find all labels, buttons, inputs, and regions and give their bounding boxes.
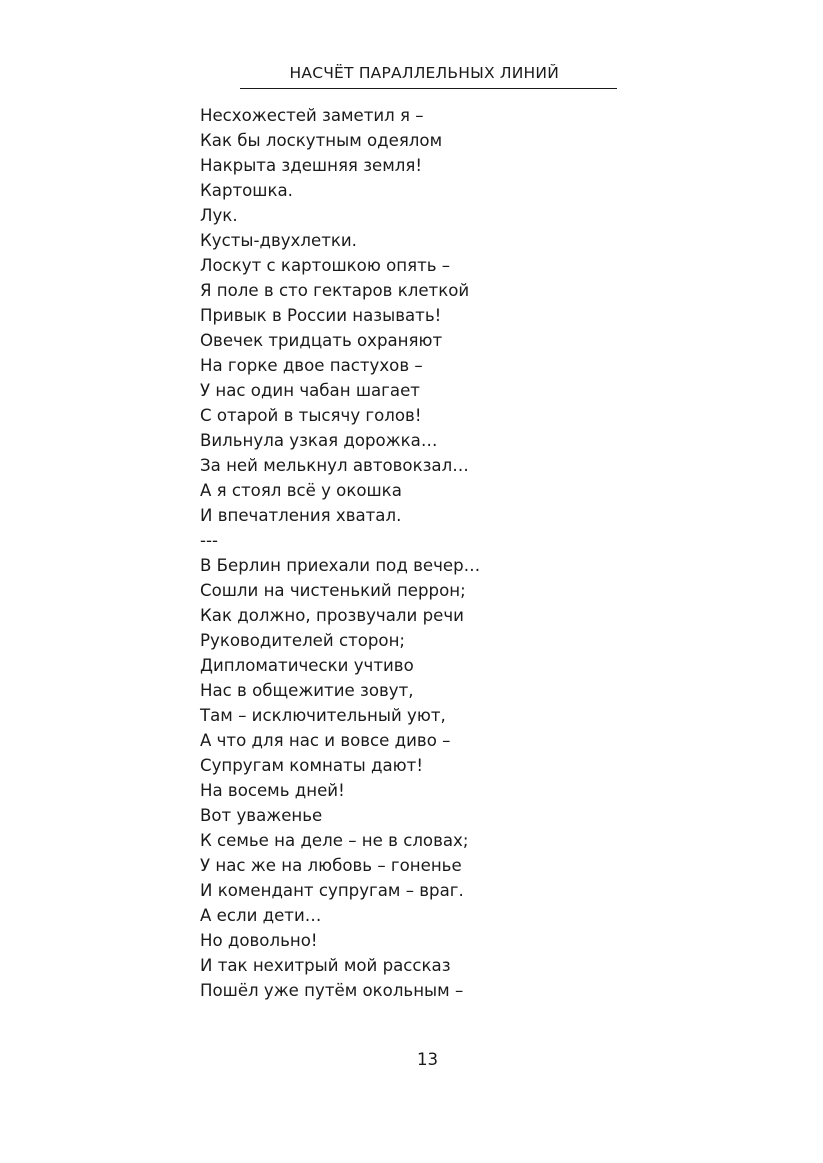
poem-line: С отарой в тысячу голов! [200, 406, 422, 425]
poem-line: На восемь дней! [200, 781, 345, 800]
poem-line: Вильнула узкая дорожка… [200, 431, 438, 450]
poem-line: Вот уваженье [200, 806, 323, 825]
poem-line: Дипломатически учтиво [200, 656, 414, 675]
poem-line: И впечатления хватал. [200, 506, 402, 525]
poem-line: За ней мелькнул автовокзал… [200, 456, 469, 475]
poem-line: К семье на деле – не в словах; [200, 831, 469, 850]
poem-line: А я стоял всё у окошка [200, 481, 402, 500]
poem-line: У нас один чабан шагает [200, 381, 420, 400]
poem-line: А если дети… [200, 906, 322, 925]
poem-line: Картошка. [200, 181, 293, 200]
poem-line: --- [200, 531, 218, 550]
poem-line: Руководителей сторон; [200, 631, 406, 650]
poem-line: Пошёл уже путём окольным – [200, 981, 464, 1000]
poem-line: Я поле в сто гектаров клеткой [200, 281, 470, 300]
poem-line: Как бы лоскутным одеялом [200, 131, 443, 150]
poem-line: В Берлин приехали под вечер… [200, 556, 481, 575]
poem-line: Кусты-двухлетки. [200, 231, 357, 250]
poem-line: Лоскут с картошкою опять – [200, 256, 451, 275]
poem-line: Сошли на чистенький перрон; [200, 581, 466, 600]
poem-line: Нас в общежитие зовут, [200, 681, 414, 700]
poem-line: Там – исключительный уют, [200, 706, 446, 725]
poem-line: Как должно, прозвучали речи [200, 606, 464, 625]
poem-line: И комендант супругам – враг. [200, 881, 464, 900]
poem-line: Овечек тридцать охраняют [200, 331, 443, 350]
poem-line: Несхожестей заметил я – [200, 106, 424, 125]
running-head-title: НАСЧЁТ ПАРАЛЛЕЛЬНЫХ ЛИНИЙ [289, 64, 559, 82]
poem-line: Привык в России называть! [200, 306, 442, 325]
poem-line: У нас же на любовь – гоненье [200, 856, 462, 875]
poem-line: На горке двое пастухов – [200, 356, 423, 375]
poem-line: И так нехитрый мой рассказ [200, 956, 451, 975]
poem-line: Но довольно! [200, 931, 318, 950]
poem-text [200, 103, 480, 1003]
poem-line: Супругам комнаты дают! [200, 756, 423, 775]
poem-line: Накрыта здешняя земля! [200, 156, 422, 175]
poem-line: Лук. [200, 206, 238, 225]
poem-line: А что для нас и вовсе диво – [200, 731, 451, 750]
running-head [240, 62, 617, 89]
page-number: 13 [416, 1050, 439, 1069]
